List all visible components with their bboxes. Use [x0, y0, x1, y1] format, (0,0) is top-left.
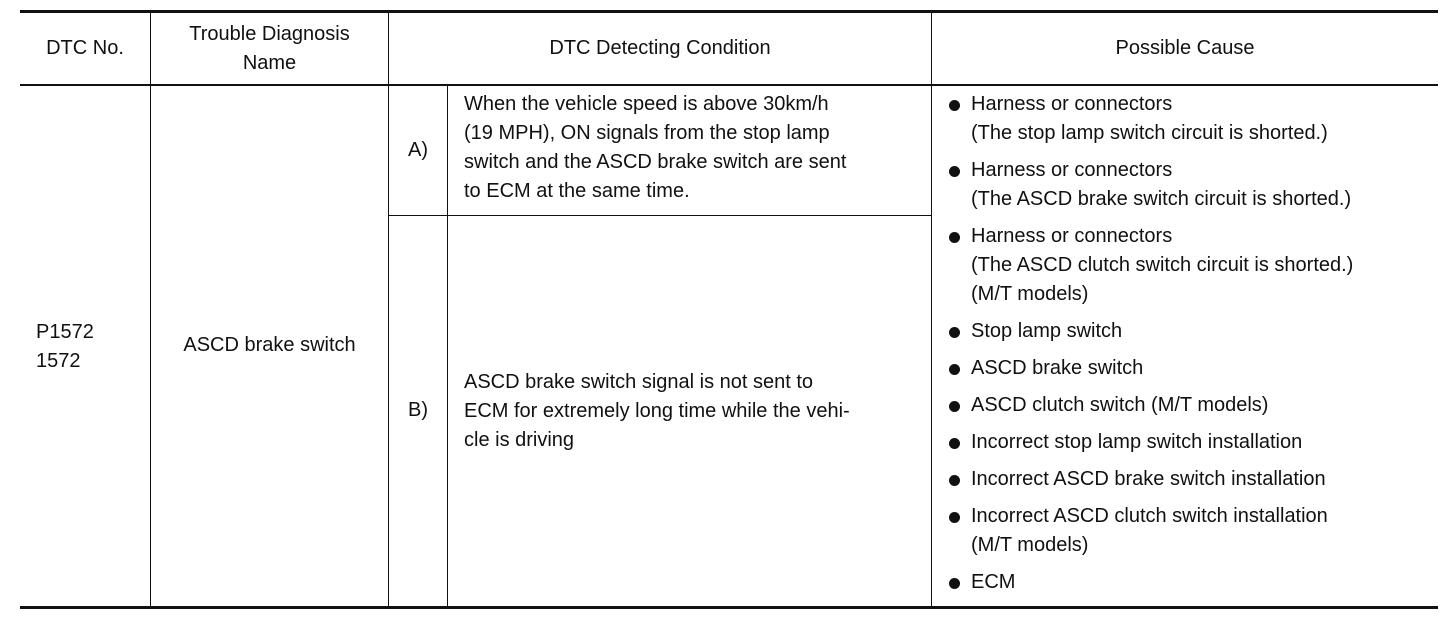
cause-line: Harness or connectors [971, 93, 1173, 115]
condition-divider [388, 215, 931, 216]
bullet-icon [949, 512, 960, 523]
dtc-code-numeric: 1572 [36, 350, 81, 372]
condition-a-line: (19 MPH), ON signals from the stop lamp [464, 122, 830, 144]
dtc-number [36, 318, 146, 376]
header-dtc-no-text: DTC No. [46, 37, 124, 59]
cause-item [932, 222, 1438, 309]
bullet-icon [949, 327, 960, 338]
cause-line: Incorrect stop lamp switch installation [971, 431, 1303, 453]
header-trouble-diagnosis-name [151, 13, 388, 84]
cause-item [932, 90, 1438, 148]
cause-line: Incorrect ASCD clutch switch installation [971, 505, 1328, 527]
header-divider [20, 84, 1438, 86]
condition-b-text [464, 368, 929, 455]
cause-line: (The stop lamp switch circuit is shorted.) [971, 122, 1328, 144]
dtc-table [20, 10, 1438, 609]
bullet-icon [949, 401, 960, 412]
condition-b-label [389, 396, 447, 425]
cause-line: (The ASCD clutch switch circuit is shorted.) [971, 254, 1354, 276]
cause-item [932, 354, 1438, 383]
bullet-icon [949, 166, 960, 177]
header-cause-text: Possible Cause [1115, 37, 1255, 59]
dtc-code-p: P1572 [36, 321, 94, 343]
trouble-diagnosis-name-text: ASCD brake switch [183, 334, 356, 356]
header-possible-cause [932, 13, 1438, 84]
cause-item [932, 156, 1438, 214]
cause-item [932, 568, 1438, 597]
cause-line: (M/T models) [971, 534, 1089, 556]
cause-line: (M/T models) [971, 283, 1089, 305]
cause-line: Harness or connectors [971, 225, 1173, 247]
condition-b-line: ASCD brake switch signal is not sent to [464, 371, 814, 393]
header-name-line1: Trouble Diagnosis [189, 22, 350, 45]
bullet-icon [949, 232, 960, 243]
bullet-icon [949, 438, 960, 449]
header-detecting-condition [389, 13, 931, 84]
condition-b-line: cle is driving [464, 429, 575, 451]
cause-item [932, 502, 1438, 560]
condition-a-text [464, 90, 929, 206]
possible-cause-list [932, 90, 1438, 605]
bullet-icon [949, 475, 960, 486]
cause-line: ECM [971, 571, 1016, 593]
header-name-line2: Name [242, 51, 297, 74]
cause-line: Incorrect ASCD brake switch installation [971, 468, 1326, 490]
column-divider [447, 86, 448, 606]
condition-a-label [389, 86, 447, 215]
condition-a-label-text: A) [408, 139, 428, 161]
cause-item [932, 391, 1438, 420]
cause-item [932, 428, 1438, 457]
bullet-icon [949, 364, 960, 375]
header-dtc-no [20, 13, 150, 84]
cause-line: Stop lamp switch [971, 320, 1123, 342]
column-divider [150, 13, 151, 606]
header-condition-text: DTC Detecting Condition [549, 37, 771, 59]
cause-item [932, 317, 1438, 346]
trouble-diagnosis-name [151, 331, 388, 360]
cause-line: Harness or connectors [971, 159, 1173, 181]
cause-line: ASCD brake switch [971, 357, 1144, 379]
condition-a-line: When the vehicle speed is above 30km/h [464, 93, 829, 115]
condition-a-line: switch and the ASCD brake switch are sent [464, 151, 847, 173]
bullet-icon [949, 100, 960, 111]
cause-item [932, 465, 1438, 494]
condition-b-line: ECM for extremely long time while the vehi- [464, 400, 850, 422]
cause-line: ASCD clutch switch (M/T models) [971, 394, 1269, 416]
condition-b-label-text: B) [408, 399, 428, 421]
bullet-icon [949, 578, 960, 589]
condition-a-line: to ECM at the same time. [464, 180, 690, 202]
cause-line: (The ASCD brake switch circuit is shorted.) [971, 188, 1352, 210]
